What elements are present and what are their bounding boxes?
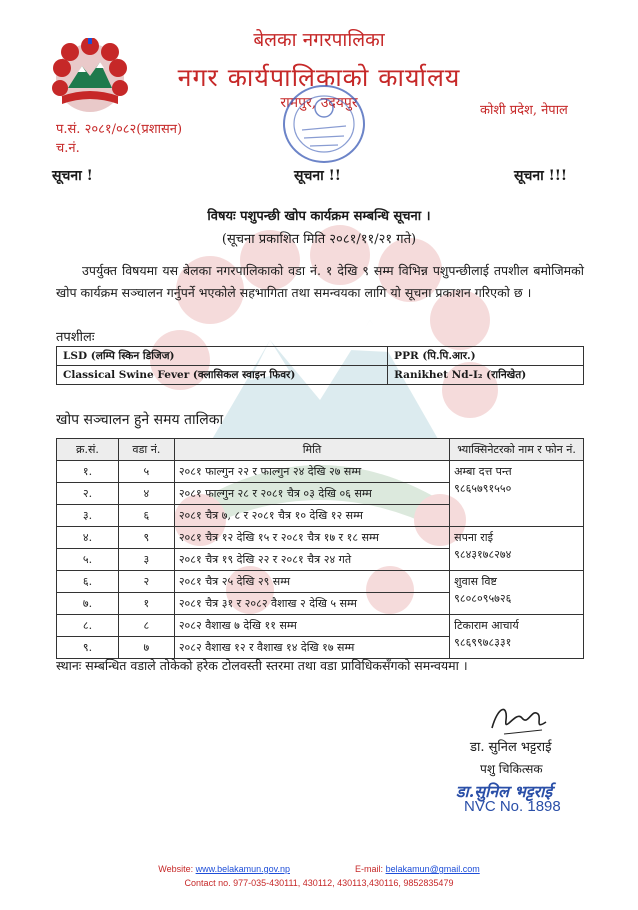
date-cell: २०८१ फाल्गुन २८ र २०८१ चैत्र ०३ देखि ०६ सम्म — [174, 483, 449, 505]
sn-cell: १. — [57, 461, 119, 483]
office-name: नगर कार्यपालिकाको कार्यालय — [177, 63, 461, 92]
vaccinator-name: शुवास विष्ट — [454, 575, 497, 588]
sn-cell: ९. — [57, 637, 119, 659]
website-label: Website: — [158, 864, 194, 874]
table-row — [57, 461, 584, 483]
header-vaccinator: भ्याक्सिनेटरको नाम र फोन नं. — [450, 439, 584, 461]
vaccinator-name: टिकाराम आचार्य — [454, 619, 519, 632]
ward-cell: ४ — [118, 483, 174, 505]
reference-number: प.सं. २०८१/०८२(प्रशासन) — [56, 122, 183, 137]
disease-cell: PPR (पि.पि.आर.) — [388, 347, 584, 366]
sn-cell: ७. — [57, 593, 119, 615]
disease-cell: Classical Swine Fever (क्लासिकल स्वाइन फिवर) — [57, 366, 388, 385]
vaccinator-cell — [450, 527, 584, 571]
sn-cell: ५. — [57, 549, 119, 571]
ward-cell: ३ — [118, 549, 174, 571]
disease-row — [57, 347, 584, 366]
disease-row — [57, 366, 584, 385]
schedule-table — [56, 438, 584, 659]
publication-date: (सूचना प्रकाशित मिति २०८१/११/२१ गते) — [221, 232, 417, 247]
ward-cell: ९ — [118, 527, 174, 549]
header-ward: वडा नं. — [118, 439, 174, 461]
sn-cell: ४. — [57, 527, 119, 549]
municipality-name: बेलका नगरपालिका — [253, 29, 385, 51]
email-link[interactable]: belakamun@gmail.com — [385, 864, 480, 874]
vaccinator-name: अम्बा दत्त पन्त — [454, 465, 512, 478]
vaccinator-phone: ९८४३१७८२७४ — [454, 548, 512, 561]
notice-heading-left: सूचना ! — [52, 168, 93, 184]
disease-cell: Ranikhet Nd-I₂ (रानिखेत) — [388, 366, 584, 385]
footer-contact: Contact no. 977-035-430111, 430112, 430113,430116, 9852835479 — [184, 878, 454, 888]
date-cell: २०८२ वैशाख १२ र वैशाख १४ देखि १७ सम्म — [174, 637, 449, 659]
ward-cell: ८ — [118, 615, 174, 637]
date-cell: २०८१ चैत्र ३१ र २०८२ वैशाख २ देखि ५ सम्म — [174, 593, 449, 615]
notice-subject: विषयः पशुपन्छी खोप कार्यक्रम सम्बन्धि सूचना । — [207, 209, 431, 224]
details-label: तपशीलः — [56, 330, 95, 345]
table-row — [57, 615, 584, 637]
vaccinator-cell — [450, 461, 584, 527]
table-row — [57, 571, 584, 593]
notice-body: उपर्युक्त विषयमा यस बेलका नगरपालिकाको वडा नं. १ देखि ९ सम्म विभिन्न पशुपन्छीलाई तपशील बमोजिमको खोप कार्यक्रम सञ्चालन गर्नुपर्ने भएकोले सहभागिता तथा समन्वयका लागि यो सूचना प्रकाशन गरिएको छ । — [56, 263, 584, 300]
vaccinator-phone: ९८६५७९१५५० — [454, 482, 512, 495]
website-link[interactable]: www.belakamun.gov.np — [195, 864, 290, 874]
notice-heading-right: सूचना !!! — [514, 168, 568, 184]
email-label: E-mail: — [355, 864, 384, 874]
signatory-name: डा. सुनिल भट्टराई — [470, 740, 552, 755]
ward-cell: ६ — [118, 505, 174, 527]
vaccinator-cell — [450, 571, 584, 615]
ward-cell: ७ — [118, 637, 174, 659]
date-cell: २०८१ फाल्गुन २२ र फाल्गुन २४ देखि २७ सम्म — [174, 461, 449, 483]
dispatch-number: च.नं. — [56, 141, 80, 156]
vaccinator-name: सपना राई — [454, 531, 494, 544]
table-row — [57, 527, 584, 549]
vaccinator-phone: ९८०८०९५७२६ — [454, 592, 512, 605]
date-cell: २०८१ चैत्र १२ देखि १५ र २०८१ चैत्र १७ र १८ सम्म — [174, 527, 449, 549]
sn-cell: २. — [57, 483, 119, 505]
signatory-title: पशु चिकित्सक — [480, 762, 543, 776]
sn-cell: ३. — [57, 505, 119, 527]
ward-cell: ५ — [118, 461, 174, 483]
date-cell: २०८१ चैत्र २५ देखि २९ सम्म — [174, 571, 449, 593]
vaccinator-phone: ९८६९९७८३३१ — [454, 636, 512, 649]
vaccinator-cell — [450, 615, 584, 659]
header-sn: क्र.सं. — [57, 439, 119, 461]
footer-web-line — [0, 864, 638, 874]
sn-cell: ८. — [57, 615, 119, 637]
header-date: मिति — [174, 439, 449, 461]
sn-cell: ६. — [57, 571, 119, 593]
date-cell: २०८१ चैत्र ७, ८ र २०८१ चैत्र १० देखि १२ सम्म — [174, 505, 449, 527]
province-name: कोशी प्रदेश, नेपाल — [480, 103, 568, 118]
ward-cell: २ — [118, 571, 174, 593]
signature-mark-icon — [484, 700, 554, 740]
date-cell: २०८२ वैशाख ७ देखि ११ सम्म — [174, 615, 449, 637]
disease-cell: LSD (लम्पि स्किन डिजिज) — [57, 347, 388, 366]
venue-note: स्थानः सम्बन्धित वडाले तोकेको हरेक टोलवस्ती स्तरमा तथा वडा प्राविधिकसँगको समन्वयमा । — [56, 658, 468, 673]
notice-heading-center: सूचना !! — [294, 168, 341, 184]
office-stamp-icon — [276, 78, 372, 170]
signature-stamp-name: डा.सुनिल भट्टराई — [456, 782, 553, 801]
disease-table — [56, 346, 584, 385]
office-location: रामपुर, उदयपुर — [280, 95, 358, 111]
date-cell: २०८१ चैत्र १९ देखि २२ र २०८१ चैत्र २४ गते — [174, 549, 449, 571]
ward-cell: १ — [118, 593, 174, 615]
signature-stamp-nvc: NVC No. 1898 — [464, 798, 561, 815]
schedule-title: खोप सञ्चालन हुने समय तालिका — [56, 412, 224, 428]
schedule-header-row — [57, 439, 584, 461]
